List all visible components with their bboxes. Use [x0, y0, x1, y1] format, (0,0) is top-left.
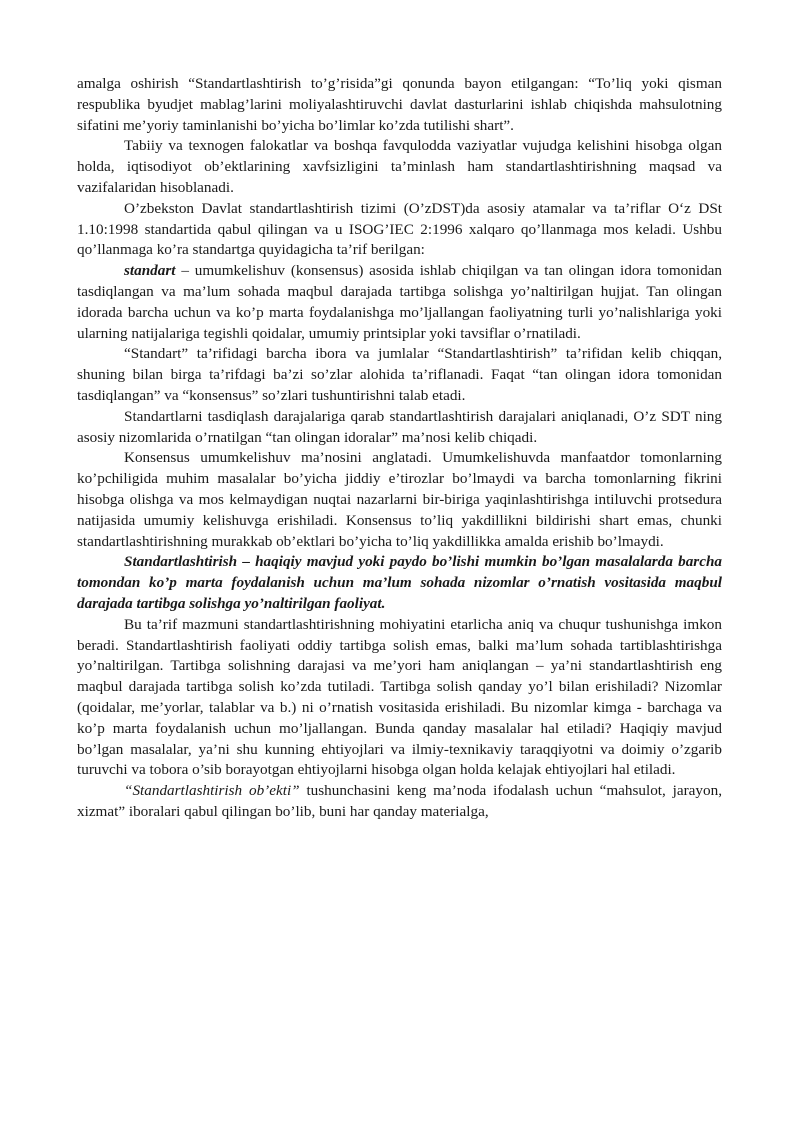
term-standart: standart — [124, 262, 176, 280]
term-standartlashtirish-obekti: “Standartlashtirish ob’ekti” — [124, 782, 300, 800]
paragraph-4 — [77, 261, 722, 344]
definition-standartlashtirish: Standartlashtirish – haqiqiy mavjud yoki paydo bo’lishi mumkin bo’lgan masalalarda barcha tomondan ko’p marta foydalanish uchun ma’lum sohada nizomlar o’rnatish vositasida maqbul darajada tartibga solishga yo’naltirilgan faoliyat. — [77, 553, 722, 612]
paragraph-6: Standartlarni tasdiqlash darajalariga qarab standartlashtirish darajalari aniqlanadi, O’z SDT ning asosiy nizomlarida o’rnatilgan “tan olingan idoralar” ma’nosi kelib chiqadi. — [77, 407, 722, 446]
paragraph-7: Konsensus umumkelishuv ma’nosini anglatadi. Umumkelishuvda manfaatdor tomonlarning ko’pchiligida muhim masalalar bo’yicha jiddiy e’tirozlar bo’lmaydi va barcha tomonlarning fikrini hisobga olishga va mos kelmaydigan nuqtai nazarlarni bir-biriga yaqinlashtirishga intiluvchi protsedura natijasida umumiy kelishuvga erishiladi. Konsensus to’liq yakdillikni bildirishi shart emas, chunki standartlashtirishning murakkab ob’ektlari bo’yicha to’liq yakdillikka amalda erishib bo’lmaydi. — [77, 449, 722, 550]
paragraph-2: Tabiiy va texnogen falokatlar va boshqa favqulodda vaziyatlar vujudga kelishini hisobga olgan holda, iqtisodiyot ob’ektlarining xavfsizligini ta’minlash ham standartlashtirishning maqsad va vazifalaridan hisoblanadi. — [77, 137, 722, 196]
document-page — [77, 74, 722, 823]
paragraph-1: amalga oshirish “Standartlashtirish to’g’risida”gi qonunda bayon etilgangan: “To’liq yoki qisman respublika byudjet mablag’larini moliyalashtiruvchi davlat dasturlarini ishlab chiqishda mahsulotning sifatini me’yoriy taminlanishi bo’yicha bo’limlar ko’zda tutilishi shart”. — [77, 75, 722, 134]
definition-standart: – umumkelishuv (konsensus) asosida ishlab chiqilgan va tan olingan idora tomonidan tasdiqlangan va ma’lum sohada maqbul darajada tartibga solishga yo’naltirilgan hujjat. Tan olingan idorada barcha uchun va ko’p marta foydalanishga mo’ljallangan faoliyatning turli yo’nalishlariga yoki ularning natijalariga tegishli qoidalar, umumiy printsiplar yoki tavsiflar o’rnatiladi. — [77, 262, 722, 342]
paragraph-10-text: tushunchasini keng ma’noda ifodalash uchun “mahsulot, jarayon, xizmat” iboralari qabul qilingan bo’lib, buni har qanday materialga, — [77, 782, 722, 820]
paragraph-5: “Standart” ta’rifidagi barcha ibora va jumlalar “Standartlashtirish” ta’rifidan kelib chiqqan, shuning bilan birga ta’rifdagi ba’zi so’zlar alohida ta’riflanadi. Faqat “tan olingan idora tomonidan tasdiqlangan” va “konsensus” so’zlari tushuntirishni talab etadi. — [77, 345, 722, 404]
paragraph-9: Bu ta’rif mazmuni standartlashtirishning mohiyatini etarlicha aniq va chuqur tushunishga imkon beradi. Standartlashtirish faoliyati oddiy tartibga solish emas, balki ma’lum sohada tartiblashtirishga yo’naltirilgan. Tartibga solishning darajasi va me’yori ham aniqlangan – ya’ni standartlashtirish eng maqbul darajada tartibga solish ko’zda tutiladi. Tartibga solish qanday yo’l bilan erishiladi? Nizomlar (qoidalar, me’yorlar, talablar va b.) ni o’rnatish vositasida erishiladi. Bu nizomlar kimga - barchaga va ko’p marta foydalanish uchun mo’ljallangan. Bunda qanday masalalar hal etiladi? Haqiqiy mavjud bo’lgan masalalar, ya’ni shu kunning ehtiyojlari va ilmiy-texnikaviy taraqqiyotni va doimiy o’zgarib turuvchi va tobora o’sib borayotgan ehtiyojlarni hisobga olgan holda kelajak ehtiyojlari hal etiladi. — [77, 615, 722, 779]
paragraph-10 — [77, 781, 722, 823]
paragraph-3: O’zbekston Davlat standartlashtirish tizimi (O’zDST)da asosiy atamalar va ta’riflar O‘z DSt 1.10:1998 standartida qabul qilingan va u ISOG’IEC 2:1996 xalqaro qo’llanmaga mos keladi. Ushbu qo’llanmaga ko’ra standartga quyidagicha ta’rif berilgan: — [77, 199, 722, 259]
